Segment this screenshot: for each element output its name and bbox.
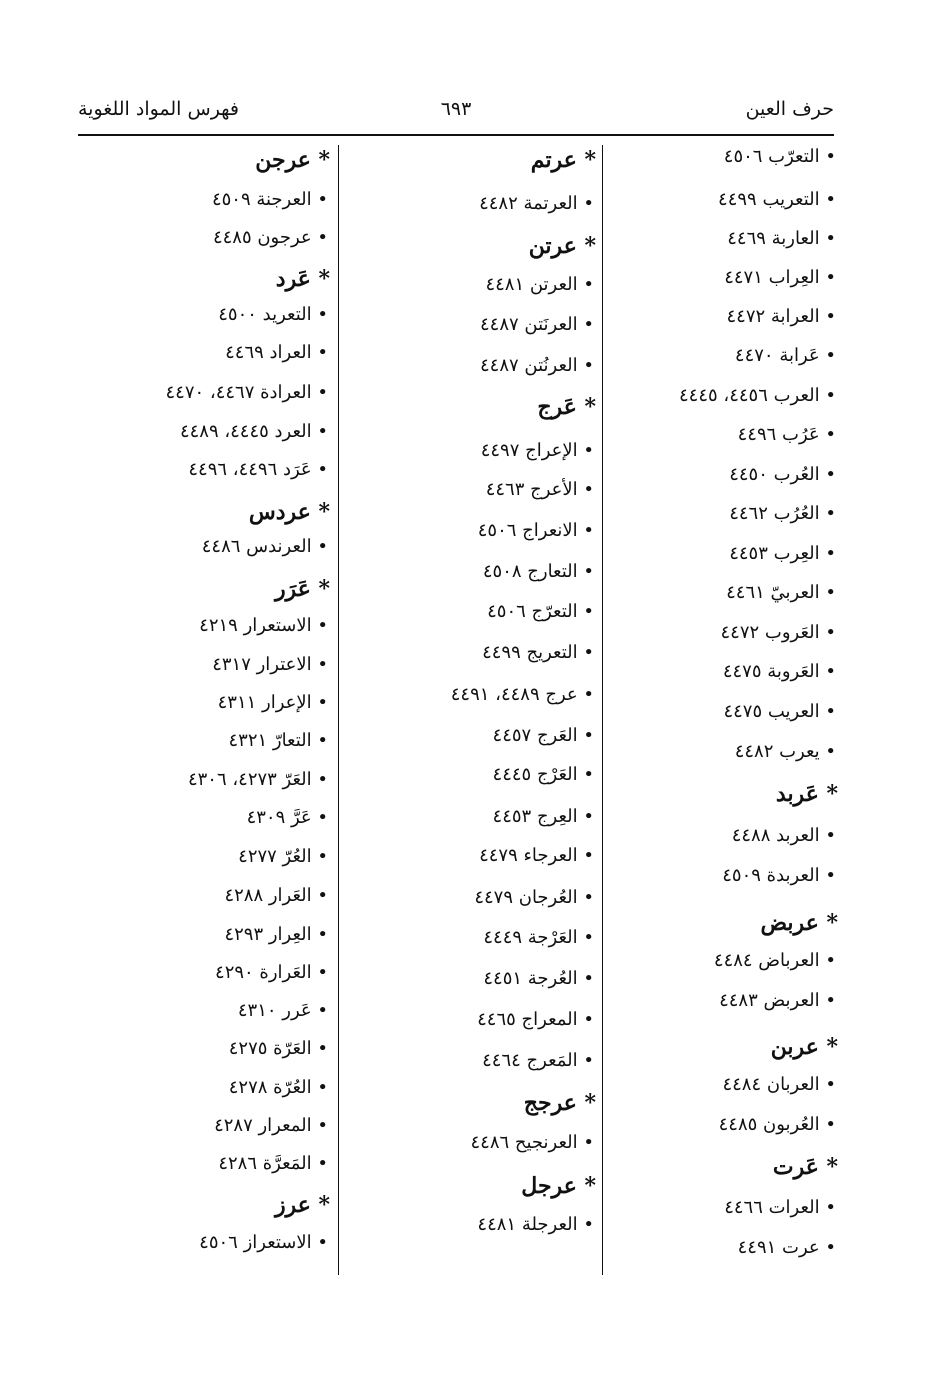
index-entry: • المعراج ٤٤٦٥ — [477, 1009, 594, 1030]
index-entry: • عَرَد ٤٤٩٦، ٤٤٩٦ — [188, 459, 328, 480]
index-entry: • العربد ٤٤٨٨ — [731, 825, 836, 846]
header-book-title: فهرس المواد اللغوية — [78, 98, 240, 120]
index-entry: • العرد ٤٤٤٥، ٤٤٨٩ — [179, 421, 328, 442]
index-entry: • الاستعراز ٤٥٠٦ — [199, 1232, 328, 1253]
index-entry: • العِراب ٤٤٧١ — [724, 267, 836, 288]
index-entry: • العرب ٤٤٥٦، ٤٤٤٥ — [679, 385, 836, 406]
column-divider-left — [338, 145, 339, 1275]
index-entry: • العرابة ٤٤٧٢ — [726, 306, 836, 327]
index-entry: • المَعرَّة ٤٢٨٦ — [218, 1153, 328, 1174]
index-entry: • المعرار ٤٢٨٧ — [214, 1115, 328, 1136]
index-entry: • التعارج ٤٥٠٨ — [482, 561, 594, 582]
index-entry: • العرندس ٤٤٨٦ — [201, 536, 328, 557]
index-entry: • يعرب ٤٤٨٢ — [734, 741, 836, 762]
index-entry: • العُرب ٤٤٥٠ — [729, 464, 836, 485]
index-entry: • العُربون ٤٤٨٥ — [718, 1114, 836, 1135]
index-entry: • العربدة ٤٥٠٩ — [722, 865, 836, 886]
index-entry: • العرات ٤٤٦٦ — [724, 1197, 836, 1218]
page-header — [78, 92, 834, 126]
root-heading: * عرجج — [523, 1090, 596, 1116]
index-entry: • عَرابة ٤٤٧٠ — [734, 345, 836, 366]
index-entry: • التعرّج ٤٥٠٦ — [487, 601, 594, 622]
index-entry: • العَرّ ٤٢٧٣، ٤٣٠٦ — [187, 769, 328, 790]
index-entry: • العرتمة ٤٤٨٢ — [479, 193, 594, 214]
root-heading: * عَرج — [537, 394, 596, 420]
index-entry: • العُرّة ٤٢٧٨ — [228, 1077, 328, 1098]
root-heading: * عَرت — [772, 1154, 838, 1180]
index-entry: • العرباض ٤٤٨٤ — [713, 950, 836, 971]
column-left — [78, 145, 328, 1275]
index-entry: • العرنَتن ٤٤٨٧ — [480, 314, 594, 335]
root-heading: * عربن — [770, 1034, 838, 1060]
index-entry: • العُرجان ٤٤٧٩ — [474, 887, 594, 908]
index-entry: • العَرّة ٤٢٧٥ — [228, 1038, 328, 1059]
index-entry: • العرنُتن ٤٤٨٧ — [480, 355, 594, 376]
root-heading: * عرز — [274, 1192, 330, 1218]
index-entry: • الأعرج ٤٤٦٣ — [485, 479, 594, 500]
index-entry: • العرنجيح ٤٤٨٦ — [470, 1132, 594, 1153]
index-entry: • عَرُب ٤٤٩٦ — [737, 424, 836, 445]
index-entry: • الإعراج ٤٤٩٧ — [480, 440, 594, 461]
index-entry: • العرادة ٤٤٦٧، ٤٤٧٠ — [165, 382, 328, 403]
root-heading: * عَرَر — [274, 576, 330, 602]
index-entry: • العَرار ٤٢٨٨ — [224, 885, 328, 906]
index-entry: • العرجلة ٤٤٨١ — [477, 1214, 594, 1235]
index-entry: • الاعترار ٤٣١٧ — [212, 654, 328, 675]
index-entry: • الانعراج ٤٥٠٦ — [477, 520, 594, 541]
index-entry: • التعريب ٤٤٩٩ — [718, 189, 836, 210]
root-heading: * عَربد — [775, 781, 838, 807]
index-entry: • العرتن ٤٤٨١ — [485, 274, 594, 295]
index-entry: • التعارّ ٤٣٢١ — [228, 730, 328, 751]
index-entry: • العِرار ٤٢٩٣ — [224, 924, 328, 945]
index-entry: • العريب ٤٤٧٥ — [723, 701, 836, 722]
index-entry: • عَرَّ ٤٣٠٩ — [246, 807, 328, 828]
index-entry: • العِرب ٤٤٥٣ — [729, 543, 836, 564]
column-divider-right — [602, 145, 603, 1275]
index-entry: • المَعرج ٤٤٦٤ — [482, 1050, 594, 1071]
index-entry: • العُرّ ٤٢٧٧ — [238, 846, 328, 867]
page-number: ٦٩٣ — [440, 98, 472, 120]
index-entry: • عَرر ٤٣١٠ — [237, 1000, 328, 1021]
index-entry: • العربان ٤٤٨٤ — [722, 1074, 836, 1095]
header-rule — [78, 134, 834, 136]
index-entry: • العَرْجة ٤٤٤٩ — [483, 927, 594, 948]
index-entry: • العِرج ٤٤٥٣ — [492, 806, 594, 827]
index-entry: • العُرجة ٤٤٥١ — [483, 968, 594, 989]
index-entry: • عرت ٤٤٩١ — [737, 1237, 836, 1258]
index-entry: • العَرج ٤٤٥٧ — [492, 725, 594, 746]
root-heading: * عَرد — [275, 266, 330, 292]
index-entry: • العَروب ٤٤٧٢ — [720, 622, 836, 643]
index-entry: • العرجاء ٤٤٧٩ — [479, 845, 594, 866]
index-entry: • التعريج ٤٤٩٩ — [482, 642, 594, 663]
index-entry: • الاستعرار ٤٢١٩ — [199, 615, 328, 636]
index-entry: • التعرّب ٤٥٠٦ — [723, 146, 836, 167]
root-heading: * عرتم — [530, 147, 596, 173]
index-entry: • العرجنة ٤٥٠٩ — [211, 189, 328, 210]
index-entry: • العُرُب ٤٤٦٢ — [729, 503, 836, 524]
index-entry: • العَرْج ٤٤٤٥ — [492, 764, 594, 785]
index-entry: • عرجون ٤٤٨٥ — [212, 227, 328, 248]
column-right — [610, 145, 836, 1275]
index-entry: • عرج ٤٤٨٩، ٤٤٩١ — [450, 684, 594, 705]
index-entry: • العَرارة ٤٢٩٠ — [215, 962, 328, 983]
index-entry: • العربض ٤٤٨٣ — [719, 990, 836, 1011]
index-entry: • التعريد ٤٥٠٠ — [218, 304, 328, 325]
column-middle — [346, 145, 594, 1275]
root-heading: * عردس — [248, 499, 330, 525]
root-heading: * عرتن — [528, 233, 596, 259]
root-heading: * عربض — [760, 910, 838, 936]
index-entry: • العراد ٤٤٦٩ — [225, 342, 328, 363]
index-entry: • الإعرار ٤٣١١ — [217, 692, 328, 713]
index-entry: • العاربة ٤٤٦٩ — [727, 228, 836, 249]
header-section-title: حرف العين — [745, 98, 834, 120]
root-heading: * عرجل — [521, 1173, 596, 1199]
index-entry: • العَروبة ٤٤٧٥ — [722, 661, 836, 682]
root-heading: * عرجن — [255, 147, 330, 173]
index-entry: • العربيّ ٤٤٦١ — [726, 582, 836, 603]
